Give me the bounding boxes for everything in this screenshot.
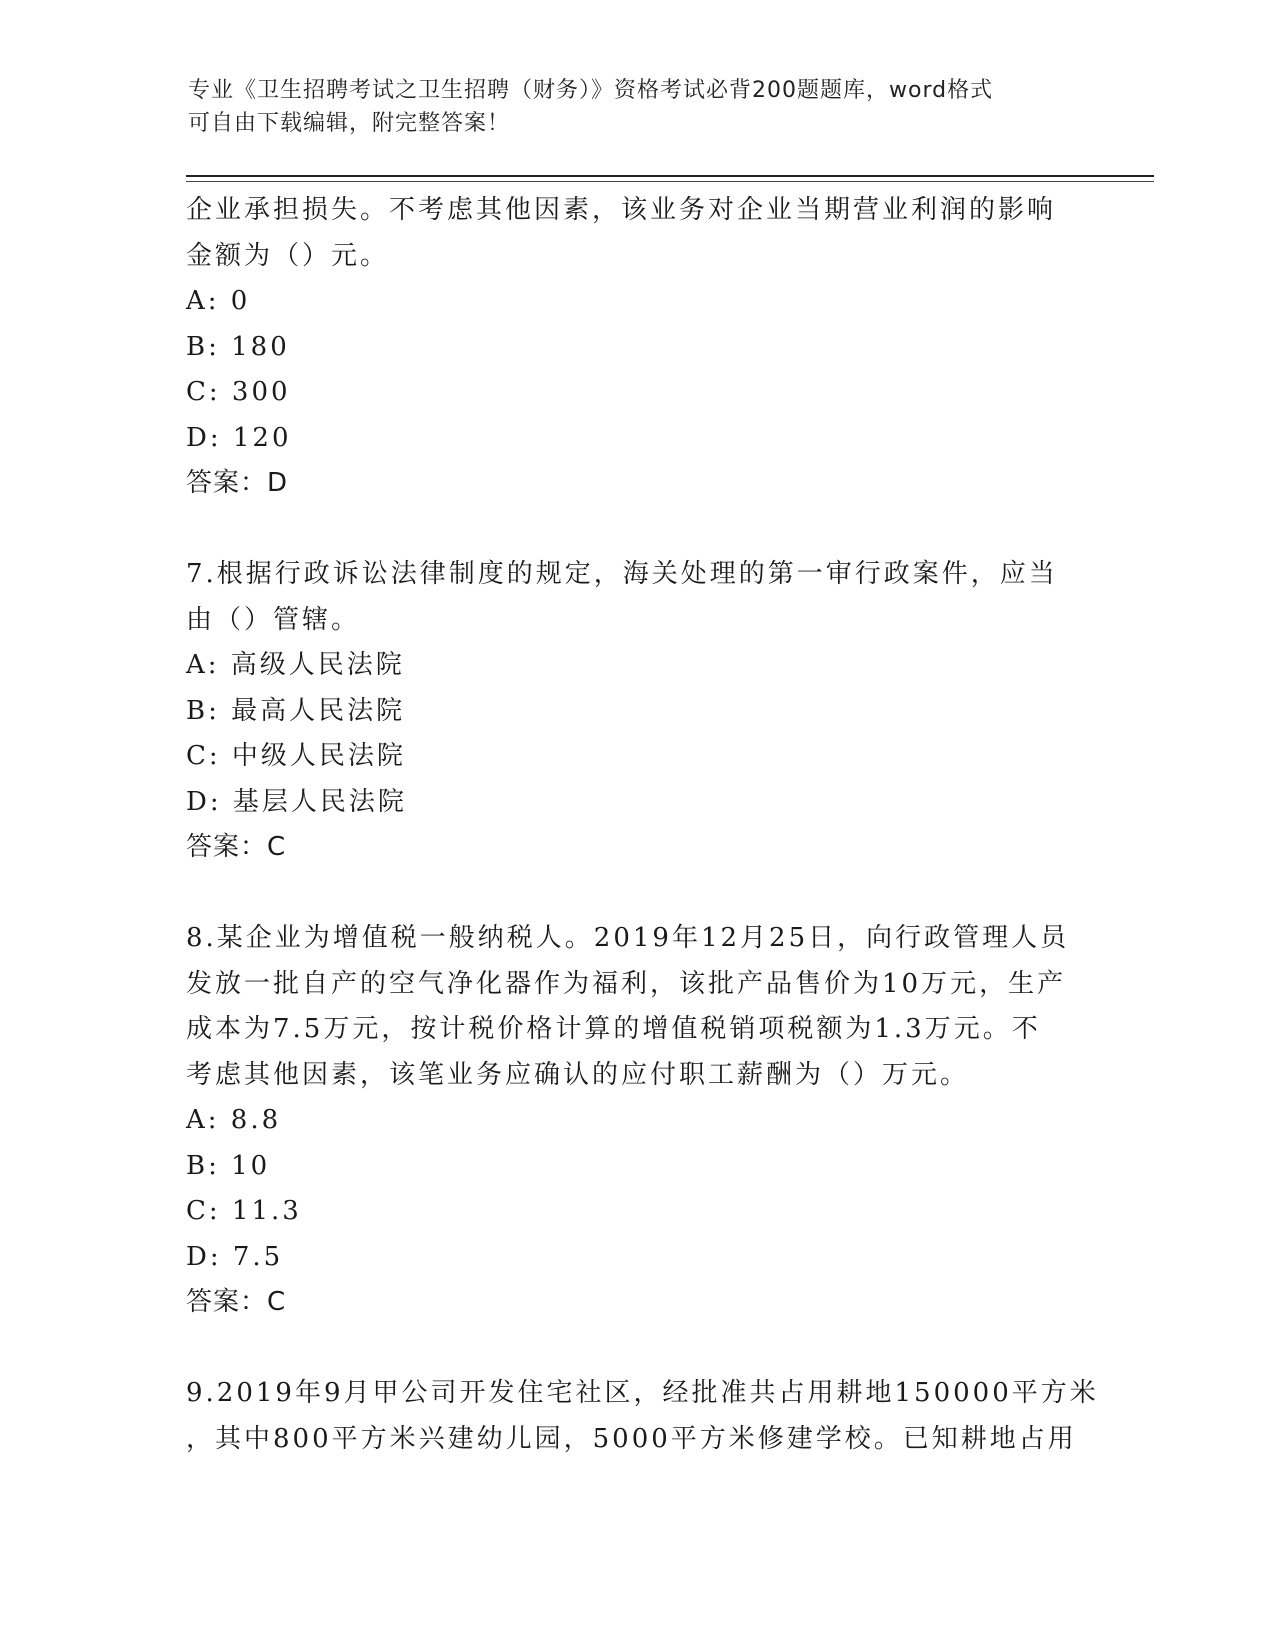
question-list xyxy=(186,188,1099,1462)
question-stem-line: 金额为（）元。 xyxy=(186,240,390,271)
question-stem-line: 成本为7.5万元，按计税价格计算的增值税销项税额为1.3万元。不 xyxy=(186,1014,1041,1044)
header-title-line-1: 专业《卫生招聘考试之卫生招聘（财务）》资格考试必背200题题库，word格式 xyxy=(188,78,994,103)
question-spacer xyxy=(186,507,1086,553)
option-c: C: 中级人民法院 xyxy=(186,741,406,771)
question-stem-line: 由（）管辖。 xyxy=(186,604,361,635)
option-a: A: 高级人民法院 xyxy=(186,650,405,680)
option-c: C: 300 xyxy=(186,377,291,407)
option-a: A: 0 xyxy=(186,286,251,316)
answer-key: 答案：C xyxy=(186,832,287,862)
question-stem-line: ，其中800平方米兴建幼儿园，5000平方米修建学校。已知耕地占用 xyxy=(186,1423,1077,1454)
question-9 xyxy=(186,1371,1099,1462)
option-d: D: 120 xyxy=(186,422,292,453)
option-b: B: 最高人民法院 xyxy=(186,695,406,726)
document-header xyxy=(188,74,1068,140)
option-b: B: 10 xyxy=(186,1150,271,1181)
question-spacer xyxy=(186,871,1086,917)
header-divider-thick xyxy=(186,175,1154,177)
header-divider-thin xyxy=(186,181,1154,182)
option-d: D: 基层人民法院 xyxy=(186,786,407,817)
option-d: D: 7.5 xyxy=(186,1241,284,1272)
question-6 xyxy=(186,188,1086,507)
option-b: B: 180 xyxy=(186,331,290,362)
question-stem-line: 8.某企业为增值税一般纳税人。2019年12月25日，向行政管理人员 xyxy=(186,923,1070,953)
question-stem-line: 企业承担损失。不考虑其他因素，该业务对企业当期营业利润的影响 xyxy=(186,195,1057,225)
header-title-line-2: 可自由下载编辑，附完整答案！ xyxy=(188,111,511,136)
question-stem-line: 9.2019年9月甲公司开发住宅社区，经批准共占用耕地150000平方米 xyxy=(186,1378,1099,1408)
question-8 xyxy=(186,916,1086,1326)
option-c: C: 11.3 xyxy=(186,1196,302,1226)
answer-key: 答案：D xyxy=(186,468,289,498)
question-stem-line: 7.根据行政诉讼法律制度的规定，海关处理的第一审行政案件，应当 xyxy=(186,559,1058,589)
question-stem-line: 考虑其他因素，该笔业务应确认的应付职工薪酬为（）万元。 xyxy=(186,1059,970,1090)
answer-key: 答案：C xyxy=(186,1287,287,1317)
question-7 xyxy=(186,552,1086,871)
option-a: A: 8.8 xyxy=(186,1105,282,1135)
question-spacer xyxy=(186,1326,1086,1372)
question-stem-line: 发放一批自产的空气净化器作为福利，该批产品售价为10万元，生产 xyxy=(186,968,1067,999)
